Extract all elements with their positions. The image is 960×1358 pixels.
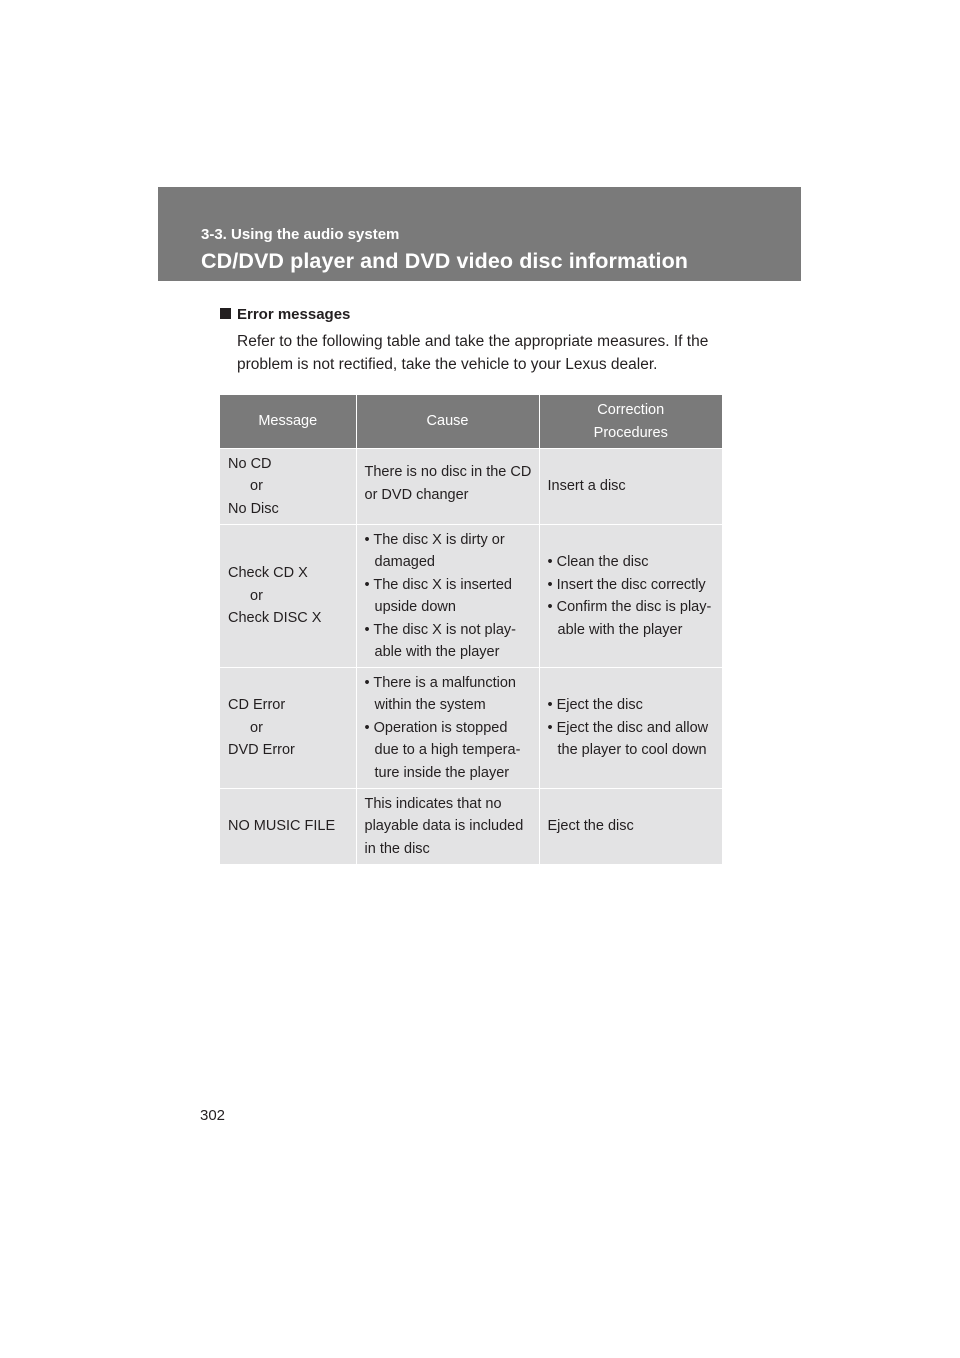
cause-text: This indicates that no playable data is included in the disc: [364, 795, 524, 857]
square-bullet-icon: [220, 308, 231, 319]
table-header-row: [220, 395, 722, 449]
page-title: CD/DVD player and DVD video disc information: [201, 249, 689, 273]
cause-cell: [356, 525, 539, 668]
table-row: [220, 789, 722, 864]
correction-bullet: • Insert the disc correctly: [547, 576, 706, 593]
header-correction-line1: Correction: [597, 402, 665, 418]
message-line: Check CD X: [228, 565, 308, 582]
header-correction-line2: Procedures: [593, 424, 668, 441]
message-cell: [220, 525, 356, 668]
page-number: 302: [200, 1107, 226, 1124]
chapter-header: [158, 187, 801, 281]
cause-cell: [356, 449, 539, 525]
correction-cell: [539, 449, 722, 525]
correction-cell: [539, 668, 722, 789]
message-cell: [220, 668, 356, 789]
error-messages-table: [220, 395, 722, 864]
correction-bullet: • Clean the disc: [547, 554, 649, 570]
subheading: [220, 306, 350, 323]
or-label: or: [250, 587, 263, 604]
message-line: NO MUSIC FILE: [228, 818, 336, 834]
correction-text: Eject the disc: [547, 818, 634, 834]
correction-bullet: • Confirm the disc is play-able with the player: [547, 599, 712, 638]
header-message: Message: [220, 395, 356, 449]
message-cell: [220, 449, 356, 525]
correction-text: Insert a disc: [547, 478, 626, 495]
table-row: [220, 525, 722, 668]
cause-bullet: • The disc X is not play-able with the player: [364, 621, 516, 660]
message-cell: [220, 789, 356, 864]
message-line: Check DISC X: [228, 610, 322, 627]
subheading-text: Error messages: [237, 306, 351, 323]
header-correction: [539, 395, 722, 449]
message-line: DVD Error: [228, 742, 295, 759]
cause-text: There is no disc in the CD or DVD changer: [364, 464, 532, 503]
message-line: CD Error: [228, 697, 286, 714]
correction-cell: [539, 525, 722, 668]
table-row: [220, 668, 722, 789]
message-line: No Disc: [228, 500, 279, 517]
correction-bullet: • Eject the disc and allow the player to cool down: [547, 719, 709, 759]
cause-bullet: • Operation is stopped due to a high tempera-ture inside the player: [364, 719, 521, 781]
or-label: or: [250, 719, 263, 736]
or-label: or: [250, 478, 263, 495]
correction-bullet: • Eject the disc: [547, 697, 643, 714]
cause-bullet: • There is a malfunction within the system: [364, 674, 516, 714]
cause-bullet: • The disc X is dirty or damaged: [364, 531, 505, 570]
section-label: 3-3. Using the audio system: [201, 226, 400, 243]
header-cause: Cause: [356, 395, 539, 449]
cause-cell: [356, 668, 539, 789]
correction-cell: [539, 789, 722, 864]
message-line: No CD: [228, 455, 272, 472]
cause-bullet: • The disc X is inserted upside down: [364, 576, 512, 615]
cause-cell: [356, 789, 539, 864]
intro-paragraph: Refer to the following table and take the appropriate measures. If the problem is not rectified, take the vehicle to your Lexus dealer.: [237, 333, 709, 373]
table-row: [220, 449, 722, 525]
